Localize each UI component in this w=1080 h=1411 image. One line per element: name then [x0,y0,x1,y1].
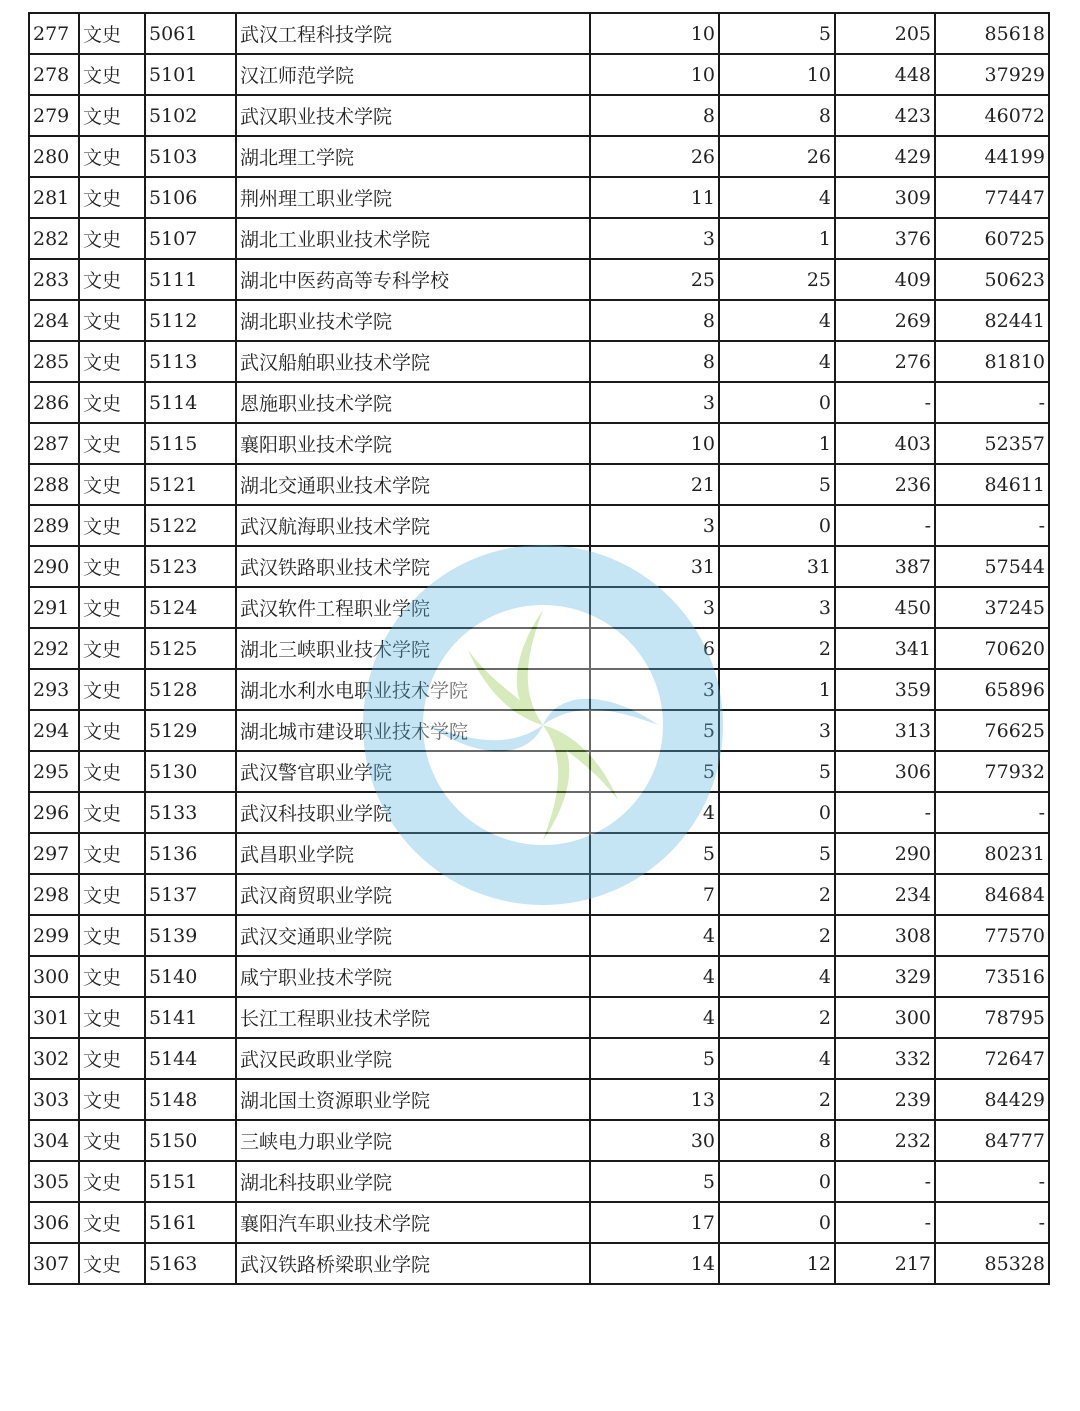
table-row [29,751,1049,792]
row-number-cell: 300 [29,956,79,997]
table-row [29,341,1049,382]
subject-type-cell: 文史 [79,956,145,997]
row-number-cell: 286 [29,382,79,423]
school-name-cell: 长江工程职业技术学院 [236,997,590,1038]
min-rank-cell: 77932 [935,751,1049,792]
min-score-cell: 448 [835,54,935,95]
plan-count-cell: 3 [590,218,719,259]
min-rank-cell: 60725 [935,218,1049,259]
subject-type-cell: 文史 [79,1079,145,1120]
min-rank-cell: 76625 [935,710,1049,751]
school-name-cell: 武汉职业技术学院 [236,95,590,136]
table-row [29,218,1049,259]
min-rank-cell: 70620 [935,628,1049,669]
row-number-cell: 294 [29,710,79,751]
school-code-cell: 5137 [145,874,236,915]
row-number-cell: 299 [29,915,79,956]
subject-type-cell: 文史 [79,628,145,669]
school-code-cell: 5148 [145,1079,236,1120]
plan-count-cell: 4 [590,997,719,1038]
min-score-cell: 205 [835,13,935,54]
school-code-cell: 5128 [145,669,236,710]
plan-count-cell: 3 [590,382,719,423]
row-number-cell: 289 [29,505,79,546]
plan-count-cell: 17 [590,1202,719,1243]
min-rank-cell: - [935,505,1049,546]
school-name-cell: 武汉商贸职业学院 [236,874,590,915]
admitted-count-cell: 0 [719,505,835,546]
school-name-cell: 襄阳汽车职业技术学院 [236,1202,590,1243]
min-rank-cell: 77570 [935,915,1049,956]
min-score-cell: 232 [835,1120,935,1161]
school-name-cell: 武汉民政职业学院 [236,1038,590,1079]
min-score-cell: 306 [835,751,935,792]
table-row [29,13,1049,54]
min-rank-cell: 44199 [935,136,1049,177]
school-code-cell: 5133 [145,792,236,833]
table-row [29,259,1049,300]
plan-count-cell: 3 [590,587,719,628]
min-rank-cell: 72647 [935,1038,1049,1079]
min-score-cell: 309 [835,177,935,218]
admitted-count-cell: 2 [719,628,835,669]
table-row [29,300,1049,341]
plan-count-cell: 8 [590,300,719,341]
school-code-cell: 5140 [145,956,236,997]
min-rank-cell: 81810 [935,341,1049,382]
subject-type-cell: 文史 [79,95,145,136]
plan-count-cell: 11 [590,177,719,218]
table-row [29,669,1049,710]
school-name-cell: 湖北城市建设职业技术学院 [236,710,590,751]
subject-type-cell: 文史 [79,136,145,177]
min-rank-cell: 84684 [935,874,1049,915]
subject-type-cell: 文史 [79,997,145,1038]
school-code-cell: 5151 [145,1161,236,1202]
school-code-cell: 5107 [145,218,236,259]
school-name-cell: 湖北交通职业技术学院 [236,464,590,505]
plan-count-cell: 3 [590,669,719,710]
row-number-cell: 280 [29,136,79,177]
min-rank-cell: 46072 [935,95,1049,136]
school-code-cell: 5144 [145,1038,236,1079]
school-name-cell: 武汉航海职业技术学院 [236,505,590,546]
row-number-cell: 283 [29,259,79,300]
row-number-cell: 288 [29,464,79,505]
subject-type-cell: 文史 [79,341,145,382]
min-rank-cell: 77447 [935,177,1049,218]
min-score-cell: 308 [835,915,935,956]
admitted-count-cell: 0 [719,382,835,423]
school-name-cell: 武昌职业学院 [236,833,590,874]
subject-type-cell: 文史 [79,423,145,464]
min-score-cell: 423 [835,95,935,136]
plan-count-cell: 10 [590,13,719,54]
subject-type-cell: 文史 [79,546,145,587]
school-name-cell: 湖北中医药高等专科学校 [236,259,590,300]
admitted-count-cell: 12 [719,1243,835,1284]
table-row [29,628,1049,669]
school-code-cell: 5150 [145,1120,236,1161]
subject-type-cell: 文史 [79,833,145,874]
school-name-cell: 湖北职业技术学院 [236,300,590,341]
admitted-count-cell: 8 [719,95,835,136]
school-code-cell: 5161 [145,1202,236,1243]
school-name-cell: 武汉科技职业学院 [236,792,590,833]
school-name-cell: 武汉铁路职业技术学院 [236,546,590,587]
admitted-count-cell: 0 [719,792,835,833]
min-score-cell: 450 [835,587,935,628]
admitted-count-cell: 4 [719,300,835,341]
table-row [29,956,1049,997]
row-number-cell: 290 [29,546,79,587]
min-rank-cell: 50623 [935,259,1049,300]
table-row [29,1079,1049,1120]
admitted-count-cell: 1 [719,423,835,464]
row-number-cell: 281 [29,177,79,218]
subject-type-cell: 文史 [79,874,145,915]
plan-count-cell: 5 [590,710,719,751]
school-name-cell: 武汉警官职业学院 [236,751,590,792]
subject-type-cell: 文史 [79,915,145,956]
school-code-cell: 5125 [145,628,236,669]
subject-type-cell: 文史 [79,792,145,833]
row-number-cell: 285 [29,341,79,382]
row-number-cell: 287 [29,423,79,464]
table-row [29,587,1049,628]
school-code-cell: 5121 [145,464,236,505]
min-rank-cell: 85618 [935,13,1049,54]
school-name-cell: 武汉交通职业学院 [236,915,590,956]
admitted-count-cell: 5 [719,13,835,54]
min-score-cell: 376 [835,218,935,259]
school-name-cell: 咸宁职业技术学院 [236,956,590,997]
subject-type-cell: 文史 [79,218,145,259]
plan-count-cell: 21 [590,464,719,505]
min-score-cell: 313 [835,710,935,751]
min-score-cell: 234 [835,874,935,915]
admitted-count-cell: 2 [719,874,835,915]
plan-count-cell: 5 [590,1161,719,1202]
min-rank-cell: - [935,1202,1049,1243]
min-score-cell: - [835,792,935,833]
row-number-cell: 301 [29,997,79,1038]
min-score-cell: 329 [835,956,935,997]
table-row [29,915,1049,956]
min-rank-cell: 37929 [935,54,1049,95]
school-code-cell: 5106 [145,177,236,218]
school-name-cell: 湖北工业职业技术学院 [236,218,590,259]
table-row [29,177,1049,218]
school-code-cell: 5141 [145,997,236,1038]
school-name-cell: 武汉工程科技学院 [236,13,590,54]
subject-type-cell: 文史 [79,54,145,95]
row-number-cell: 291 [29,587,79,628]
subject-type-cell: 文史 [79,1243,145,1284]
plan-count-cell: 10 [590,423,719,464]
plan-count-cell: 14 [590,1243,719,1284]
school-name-cell: 襄阳职业技术学院 [236,423,590,464]
min-score-cell: 276 [835,341,935,382]
min-rank-cell: 65896 [935,669,1049,710]
table-row [29,423,1049,464]
school-name-cell: 武汉船舶职业技术学院 [236,341,590,382]
admitted-count-cell: 4 [719,341,835,382]
school-name-cell: 湖北水利水电职业技术学院 [236,669,590,710]
subject-type-cell: 文史 [79,710,145,751]
plan-count-cell: 10 [590,54,719,95]
min-score-cell: - [835,1161,935,1202]
min-rank-cell: 85328 [935,1243,1049,1284]
table-row [29,95,1049,136]
min-score-cell: - [835,382,935,423]
row-number-cell: 295 [29,751,79,792]
table-row [29,874,1049,915]
min-rank-cell: 37245 [935,587,1049,628]
table-row [29,464,1049,505]
school-name-cell: 汉江师范学院 [236,54,590,95]
table-row [29,1161,1049,1202]
admitted-count-cell: 10 [719,54,835,95]
plan-count-cell: 5 [590,1038,719,1079]
school-code-cell: 5113 [145,341,236,382]
min-score-cell: 269 [835,300,935,341]
row-number-cell: 298 [29,874,79,915]
min-score-cell: 332 [835,1038,935,1079]
plan-count-cell: 8 [590,341,719,382]
min-score-cell: 403 [835,423,935,464]
subject-type-cell: 文史 [79,382,145,423]
min-rank-cell: 57544 [935,546,1049,587]
admitted-count-cell: 5 [719,464,835,505]
min-rank-cell: 52357 [935,423,1049,464]
plan-count-cell: 8 [590,95,719,136]
min-rank-cell: 84777 [935,1120,1049,1161]
row-number-cell: 297 [29,833,79,874]
plan-count-cell: 7 [590,874,719,915]
plan-count-cell: 5 [590,833,719,874]
admitted-count-cell: 4 [719,177,835,218]
admitted-count-cell: 3 [719,710,835,751]
school-code-cell: 5139 [145,915,236,956]
school-code-cell: 5130 [145,751,236,792]
subject-type-cell: 文史 [79,1202,145,1243]
min-rank-cell: - [935,382,1049,423]
min-rank-cell: 73516 [935,956,1049,997]
subject-type-cell: 文史 [79,1120,145,1161]
school-code-cell: 5114 [145,382,236,423]
school-name-cell: 湖北国土资源职业学院 [236,1079,590,1120]
school-name-cell: 湖北三峡职业技术学院 [236,628,590,669]
admitted-count-cell: 5 [719,751,835,792]
subject-type-cell: 文史 [79,259,145,300]
table-row [29,710,1049,751]
table-row [29,997,1049,1038]
table-row [29,136,1049,177]
row-number-cell: 282 [29,218,79,259]
row-number-cell: 302 [29,1038,79,1079]
min-rank-cell: 84611 [935,464,1049,505]
table-row [29,1202,1049,1243]
subject-type-cell: 文史 [79,669,145,710]
subject-type-cell: 文史 [79,177,145,218]
row-number-cell: 284 [29,300,79,341]
school-name-cell: 武汉铁路桥梁职业学院 [236,1243,590,1284]
plan-count-cell: 6 [590,628,719,669]
plan-count-cell: 4 [590,792,719,833]
min-rank-cell: - [935,1161,1049,1202]
school-code-cell: 5124 [145,587,236,628]
min-score-cell: 387 [835,546,935,587]
row-number-cell: 278 [29,54,79,95]
min-score-cell: - [835,505,935,546]
school-code-cell: 5123 [145,546,236,587]
plan-count-cell: 4 [590,956,719,997]
table-row [29,505,1049,546]
table-row [29,546,1049,587]
min-rank-cell: 84429 [935,1079,1049,1120]
row-number-cell: 279 [29,95,79,136]
table-row [29,1243,1049,1284]
school-name-cell: 湖北科技职业学院 [236,1161,590,1202]
school-name-cell: 湖北理工学院 [236,136,590,177]
admitted-count-cell: 5 [719,833,835,874]
row-number-cell: 296 [29,792,79,833]
table-body [29,13,1049,1284]
school-code-cell: 5129 [145,710,236,751]
subject-type-cell: 文史 [79,300,145,341]
admitted-count-cell: 2 [719,997,835,1038]
table-row [29,1120,1049,1161]
plan-count-cell: 31 [590,546,719,587]
admitted-count-cell: 2 [719,915,835,956]
subject-type-cell: 文史 [79,751,145,792]
subject-type-cell: 文史 [79,464,145,505]
admitted-count-cell: 1 [719,669,835,710]
row-number-cell: 292 [29,628,79,669]
admitted-count-cell: 1 [719,218,835,259]
school-code-cell: 5112 [145,300,236,341]
subject-type-cell: 文史 [79,505,145,546]
admitted-count-cell: 25 [719,259,835,300]
row-number-cell: 277 [29,13,79,54]
school-code-cell: 5061 [145,13,236,54]
admitted-count-cell: 26 [719,136,835,177]
plan-count-cell: 3 [590,505,719,546]
subject-type-cell: 文史 [79,13,145,54]
row-number-cell: 305 [29,1161,79,1202]
plan-count-cell: 25 [590,259,719,300]
school-name-cell: 武汉软件工程职业学院 [236,587,590,628]
school-code-cell: 5101 [145,54,236,95]
table-row [29,1038,1049,1079]
school-code-cell: 5102 [145,95,236,136]
admitted-count-cell: 0 [719,1161,835,1202]
school-code-cell: 5136 [145,833,236,874]
min-score-cell: 239 [835,1079,935,1120]
admitted-count-cell: 4 [719,956,835,997]
min-score-cell: 341 [835,628,935,669]
table-row [29,382,1049,423]
subject-type-cell: 文史 [79,587,145,628]
admitted-count-cell: 0 [719,1202,835,1243]
school-name-cell: 三峡电力职业学院 [236,1120,590,1161]
admitted-count-cell: 31 [719,546,835,587]
table-row [29,54,1049,95]
plan-count-cell: 5 [590,751,719,792]
row-number-cell: 293 [29,669,79,710]
school-code-cell: 5122 [145,505,236,546]
min-rank-cell: 78795 [935,997,1049,1038]
school-name-cell: 荆州理工职业学院 [236,177,590,218]
row-number-cell: 303 [29,1079,79,1120]
subject-type-cell: 文史 [79,1038,145,1079]
min-score-cell: 236 [835,464,935,505]
min-score-cell: 409 [835,259,935,300]
row-number-cell: 306 [29,1202,79,1243]
subject-type-cell: 文史 [79,1161,145,1202]
school-code-cell: 5103 [145,136,236,177]
min-rank-cell: 82441 [935,300,1049,341]
min-score-cell: 217 [835,1243,935,1284]
table-row [29,833,1049,874]
row-number-cell: 307 [29,1243,79,1284]
table-row [29,792,1049,833]
min-score-cell: - [835,1202,935,1243]
school-name-cell: 恩施职业技术学院 [236,382,590,423]
admission-table [28,12,1050,1285]
row-number-cell: 304 [29,1120,79,1161]
plan-count-cell: 30 [590,1120,719,1161]
admitted-count-cell: 2 [719,1079,835,1120]
school-code-cell: 5111 [145,259,236,300]
admitted-count-cell: 8 [719,1120,835,1161]
plan-count-cell: 4 [590,915,719,956]
plan-count-cell: 26 [590,136,719,177]
school-code-cell: 5115 [145,423,236,464]
min-rank-cell: - [935,792,1049,833]
plan-count-cell: 13 [590,1079,719,1120]
min-score-cell: 290 [835,833,935,874]
min-score-cell: 429 [835,136,935,177]
min-score-cell: 359 [835,669,935,710]
admitted-count-cell: 3 [719,587,835,628]
min-score-cell: 300 [835,997,935,1038]
admitted-count-cell: 4 [719,1038,835,1079]
min-rank-cell: 80231 [935,833,1049,874]
school-code-cell: 5163 [145,1243,236,1284]
